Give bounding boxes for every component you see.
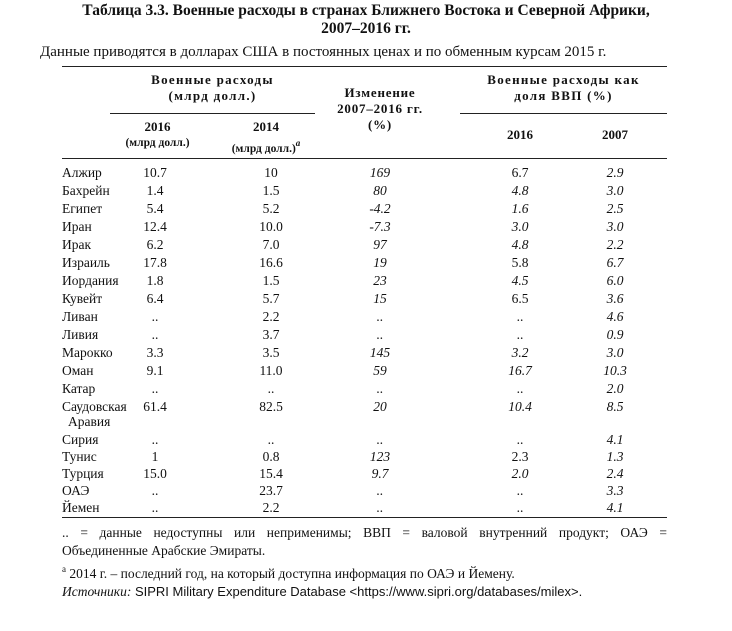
- gdp-share-2007: 1.3: [606, 449, 624, 464]
- country-name: Кувейт: [62, 291, 103, 306]
- value-2016: 1.4: [146, 183, 164, 198]
- value-2016: 10.7: [143, 165, 167, 180]
- change-pct: 9.7: [371, 466, 389, 481]
- table-subtitle: Данные приводятся в долларах США в постоянных ценах и по обменным курсам 2015 г.: [40, 44, 607, 60]
- gdp-share-2016: 3.0: [511, 219, 529, 234]
- gdp-share-2007: 2.5: [606, 201, 624, 216]
- header-gdp: [460, 72, 667, 104]
- change-pct: ..: [376, 309, 384, 324]
- gdp-share-2007: 6.7: [606, 255, 624, 270]
- sources-text: SIPRI Military Expenditure Database <https://www.sipri.org/databases/milex>.: [131, 584, 583, 599]
- value-2016: ..: [151, 381, 159, 396]
- gdp-share-2007: 3.3: [606, 483, 624, 498]
- gdp-share-2007: 3.0: [606, 345, 624, 360]
- gdp-share-2007: 6.0: [606, 273, 624, 288]
- value-2014: 0.8: [262, 449, 280, 464]
- value-2016: ..: [151, 432, 159, 447]
- value-2014: 11.0: [259, 363, 283, 378]
- value-2016: 12.4: [143, 219, 167, 234]
- table-row: [0, 499, 732, 516]
- change-pct: 59: [373, 363, 387, 378]
- table-row: [0, 182, 732, 199]
- value-2014: 23.7: [259, 483, 283, 498]
- gdp-share-2016: 10.4: [508, 399, 532, 414]
- header-col-2016-year: 2016: [144, 119, 171, 134]
- table-row: [0, 290, 732, 307]
- gdp-header-rule: [460, 113, 667, 114]
- value-2016: 1: [151, 449, 159, 464]
- top-rule: [62, 66, 667, 67]
- value-2016: 15.0: [143, 466, 167, 481]
- value-2014: 10: [264, 165, 278, 180]
- value-2014: 3.7: [262, 327, 280, 342]
- change-pct: 23: [373, 273, 387, 288]
- sources-label: Источники:: [62, 584, 132, 599]
- value-2014: 82.5: [259, 399, 283, 414]
- change-pct: 80: [373, 183, 387, 198]
- value-2016: 5.4: [146, 201, 164, 216]
- country-name-line-2: Аравия: [68, 414, 111, 429]
- notes-abbrev-line-1: .. = данные недоступны или неприменимы; ВВП = валовой внутренний продукт; ОАЭ =: [62, 525, 667, 540]
- change-pct: ..: [376, 381, 384, 396]
- table-title: [0, 2, 732, 38]
- table-row: [0, 236, 732, 253]
- country-name: Бахрейн: [62, 183, 110, 198]
- header-gdp-2016: 2016: [507, 127, 533, 142]
- gdp-share-2016: 1.6: [511, 201, 529, 216]
- country-name: Иордания: [62, 273, 119, 288]
- value-2014: ..: [267, 381, 275, 396]
- change-pct: ..: [376, 483, 384, 498]
- change-pct: -4.2: [369, 201, 391, 216]
- value-2014: 2.2: [262, 500, 280, 515]
- value-2016: ..: [151, 327, 159, 342]
- header-mil-exp-line-2: (млрд долл.): [168, 88, 257, 103]
- country-name: Ирак: [62, 237, 92, 252]
- header-col-2014-unit: (млрд долл.): [231, 143, 296, 155]
- value-2014: 16.6: [259, 255, 283, 270]
- gdp-share-2007: 4.1: [606, 432, 624, 447]
- country-name: Израиль: [62, 255, 110, 270]
- value-2014: 15.4: [259, 466, 283, 481]
- value-2014: 1.5: [262, 183, 280, 198]
- country-name: Тунис: [62, 449, 97, 464]
- table-row: [0, 380, 732, 397]
- gdp-share-2016: ..: [516, 309, 524, 324]
- country-name: Египет: [62, 201, 103, 216]
- value-2016: ..: [151, 309, 159, 324]
- gdp-share-2016: 2.0: [511, 466, 529, 481]
- value-2016: 3.3: [146, 345, 164, 360]
- change-pct: 123: [369, 449, 391, 464]
- gdp-share-2007: 2.0: [606, 381, 624, 396]
- value-2014: 7.0: [262, 237, 280, 252]
- country-name: Оман: [62, 363, 94, 378]
- sources-line: [62, 583, 667, 601]
- notes-abbrev-line-2: Объединенные Арабские Эмираты.: [62, 543, 266, 558]
- gdp-share-2016: 4.8: [511, 237, 529, 252]
- value-2014: 10.0: [259, 219, 283, 234]
- gdp-share-2016: 4.5: [511, 273, 529, 288]
- header-col-2014-unit-line: [216, 135, 316, 157]
- gdp-share-2016: ..: [516, 483, 524, 498]
- gdp-share-2007: 4.6: [606, 309, 624, 324]
- header-change-line-2: 2007–2016 гг.: [337, 101, 423, 116]
- header-gdp-2007: 2007: [602, 127, 628, 142]
- table-row-continuation: [0, 413, 732, 430]
- header-gdp-line-1: Военные расходы как: [487, 72, 640, 87]
- header-change-line-3: (%): [367, 117, 393, 132]
- country-name: Алжир: [62, 165, 102, 180]
- value-2014: 5.2: [262, 201, 280, 216]
- header-change: [320, 85, 440, 133]
- header-change-line-1: Изменение: [344, 85, 416, 100]
- header-bottom-rule: [62, 158, 667, 159]
- gdp-share-2007: 2.9: [606, 165, 624, 180]
- table-row: [0, 448, 732, 465]
- country-name: Йемен: [62, 500, 100, 515]
- table-row: [0, 344, 732, 361]
- gdp-share-2016: 6.7: [511, 165, 529, 180]
- value-2016: 61.4: [143, 399, 167, 414]
- header-mil-exp-line-1: Военные расходы: [151, 72, 274, 87]
- gdp-share-2007: 3.0: [606, 219, 624, 234]
- change-pct: ..: [376, 500, 384, 515]
- footnote-a-mark: a: [62, 564, 66, 574]
- change-pct: 97: [373, 237, 387, 252]
- value-2016: 17.8: [143, 255, 167, 270]
- country-name: Сирия: [62, 432, 99, 447]
- change-pct: ..: [376, 432, 384, 447]
- table-row: [0, 308, 732, 325]
- header-col-2016-unit: (млрд долл.): [125, 137, 190, 149]
- country-name: Иран: [62, 219, 92, 234]
- gdp-share-2007: 10.3: [603, 363, 627, 378]
- gdp-share-2016: ..: [516, 327, 524, 342]
- value-2014: 2.2: [262, 309, 280, 324]
- table-row: [0, 254, 732, 271]
- country-name: Марокко: [62, 345, 113, 360]
- table-row: [0, 431, 732, 448]
- value-2014: 3.5: [262, 345, 280, 360]
- table-row: [0, 326, 732, 343]
- gdp-share-2016: 5.8: [511, 255, 529, 270]
- country-name: ОАЭ: [62, 483, 90, 498]
- footnote-a-text: 2014 г. – последний год, на который доступна информация по ОАЭ и Йемену.: [66, 566, 515, 581]
- gdp-share-2016: ..: [516, 432, 524, 447]
- gdp-share-2016: 6.5: [511, 291, 529, 306]
- change-pct: 15: [373, 291, 387, 306]
- gdp-share-2016: 3.2: [511, 345, 529, 360]
- change-pct: 20: [373, 399, 387, 414]
- header-col-2014: [216, 119, 316, 157]
- gdp-share-2016: 16.7: [508, 363, 532, 378]
- change-pct: ..: [376, 327, 384, 342]
- change-pct: 19: [373, 255, 387, 270]
- change-pct: -7.3: [369, 219, 391, 234]
- table-row: [0, 272, 732, 289]
- footnote-a: [62, 560, 667, 583]
- gdp-share-2007: 3.6: [606, 291, 624, 306]
- header-mil-exp: [110, 72, 315, 104]
- value-2014: 1.5: [262, 273, 280, 288]
- title-line-2: 2007–2016 гг.: [321, 20, 411, 37]
- title-line-1: Таблица 3.3. Военные расходы в странах Ближнего Востока и Северной Африки,: [82, 2, 650, 19]
- header-gdp-line-2: доля ВВП (%): [514, 88, 613, 103]
- gdp-share-2007: 3.0: [606, 183, 624, 198]
- gdp-share-2016: ..: [516, 381, 524, 396]
- gdp-share-2007: 8.5: [606, 399, 624, 414]
- table-row: [0, 200, 732, 217]
- value-2014: 5.7: [262, 291, 280, 306]
- change-pct: 145: [369, 345, 391, 360]
- gdp-share-2016: 4.8: [511, 183, 529, 198]
- country-name: Ливия: [62, 327, 99, 342]
- country-name: Катар: [62, 381, 96, 396]
- value-2016: 6.4: [146, 291, 164, 306]
- table-row: [0, 164, 732, 181]
- table-row: [0, 218, 732, 235]
- gdp-share-2016: ..: [516, 500, 524, 515]
- value-2014: ..: [267, 432, 275, 447]
- value-2016: ..: [151, 483, 159, 498]
- header-col-2014-year: 2014: [253, 119, 279, 134]
- gdp-share-2007: 2.4: [606, 466, 624, 481]
- table-row: [0, 362, 732, 379]
- value-2016: ..: [151, 500, 159, 515]
- country-name: Саудовская: [62, 399, 127, 414]
- value-2016: 1.8: [146, 273, 164, 288]
- table-bottom-rule: [62, 517, 667, 518]
- header-col-2016: [110, 119, 205, 151]
- value-2016: 9.1: [146, 363, 164, 378]
- value-2016: 6.2: [146, 237, 164, 252]
- change-pct: 169: [369, 165, 391, 180]
- gdp-share-2016: 2.3: [511, 449, 529, 464]
- country-name: Турция: [62, 466, 104, 481]
- table-notes: [62, 524, 667, 601]
- gdp-share-2007: 4.1: [606, 500, 624, 515]
- gdp-share-2007: 2.2: [606, 237, 624, 252]
- table-row: [0, 482, 732, 499]
- table-row: [0, 465, 732, 482]
- country-name: Ливан: [62, 309, 98, 324]
- header-col-2014-footnote-mark: a: [295, 138, 301, 148]
- mil-exp-header-rule: [110, 113, 315, 114]
- gdp-share-2007: 0.9: [606, 327, 624, 342]
